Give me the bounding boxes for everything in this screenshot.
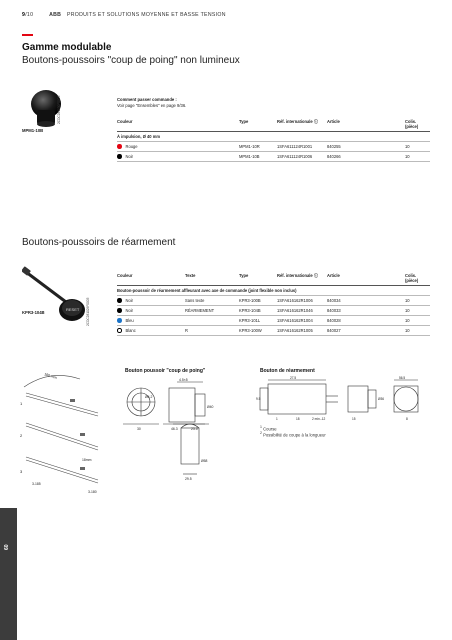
- color-swatch-red: [117, 144, 122, 149]
- table-row: [117, 142, 430, 152]
- cell-ref: 1SFA616162R1005: [277, 326, 327, 336]
- cell-text: [185, 316, 239, 326]
- reset-label: RESET: [66, 307, 80, 312]
- color-swatch-black: [117, 154, 122, 159]
- table-row: [117, 152, 430, 162]
- dim-coup-2: Ø40: [207, 405, 214, 409]
- reset-button-image: [22, 266, 92, 326]
- dim-coup-3: 30: [137, 427, 141, 431]
- image-code-1: 2CDC281030F0005: [57, 95, 61, 124]
- cell-color: Noir: [125, 308, 134, 313]
- table-section-label: Bouton-poussoir de réarmement affleurant avec axe de commande (joint flexible non inclus): [117, 286, 430, 296]
- dim-coup-7: 29.5: [185, 477, 192, 481]
- cell-qty: 10: [405, 306, 430, 316]
- cell-ref: 1SFA616162R1046: [277, 306, 327, 316]
- cell-qty: 10: [405, 152, 430, 162]
- coup-de-poing-drawing: [113, 376, 233, 494]
- dim-rearm-7: 8: [406, 417, 408, 421]
- cell-color: Noir: [125, 298, 134, 303]
- table-section-label: À impulsion, Ø 40 mm: [117, 132, 430, 142]
- image-code-2: 2CDC281029F0005: [86, 297, 90, 326]
- table-row: [117, 326, 430, 336]
- col-header-type: Type: [239, 272, 277, 286]
- dim-rearm-6: 15: [352, 417, 356, 421]
- side-page-number: 60: [4, 544, 10, 550]
- col-header-article: Article: [327, 272, 405, 286]
- rod-dim-3: 3-180: [88, 490, 97, 494]
- page-side-tab: [0, 508, 17, 640]
- cell-article: 840266: [327, 152, 405, 162]
- table-row: [117, 316, 430, 326]
- dim-coup-6: Ø58: [201, 459, 208, 463]
- cell-type: MPM1-10B: [239, 152, 277, 162]
- cell-ref: 1SFA616162R1004: [277, 316, 327, 326]
- rod-dim-1: 18mm: [82, 458, 92, 462]
- section-heading-1: Boutons-poussoirs "coup de poing" non lumineux: [22, 55, 240, 66]
- rod-label-3: 3: [20, 469, 23, 474]
- dim-coup-4: 46.3: [171, 427, 178, 431]
- legend-item: [260, 431, 326, 437]
- drawing-title-rearm: Bouton de réarmement: [260, 368, 315, 374]
- page-header: [22, 12, 226, 18]
- rod-dim-2: 3-185: [32, 482, 41, 486]
- cell-color: Rouge: [125, 144, 138, 149]
- page-total: /10: [25, 12, 34, 18]
- color-swatch-black: [117, 298, 122, 303]
- dim-rearm-8: 2 min.-12: [312, 417, 326, 421]
- cell-color: Bleu: [125, 318, 134, 323]
- dim-rearm-3: Ø36: [378, 397, 385, 401]
- product-label-2: KPR3-104B: [22, 310, 45, 315]
- col-header-color: Couleur: [117, 272, 185, 286]
- howto-text: Voir page "Ensembles" en page 9/36.: [117, 103, 187, 108]
- dim-rearm-0: 27.5: [290, 376, 297, 380]
- cell-qty: 10: [405, 296, 430, 306]
- cell-type: KPR3-101L: [239, 316, 277, 326]
- cell-color: Blanc: [125, 328, 136, 333]
- cell-ref: 1SFA611124R1001: [277, 142, 327, 152]
- product-label-1: MPM1-10B: [22, 128, 44, 133]
- col-header-ref: Réf. internationale ⓘ: [277, 272, 327, 286]
- reset-button-drawing: [256, 376, 426, 422]
- color-swatch-white: [117, 328, 122, 333]
- col-header-qty: Colis. (pièce): [405, 272, 430, 286]
- col-header-text: Texte: [185, 272, 239, 286]
- cell-ref: 1SFA616162R1006: [277, 296, 327, 306]
- dim-coup-0: 4.5×5: [179, 378, 188, 382]
- table-row: [117, 306, 430, 316]
- color-swatch-blue: [117, 318, 122, 323]
- col-header-color: Couleur: [117, 118, 239, 132]
- rod-label-1: 1: [20, 401, 23, 406]
- cell-qty: 10: [405, 142, 430, 152]
- legend-num: 2: [260, 431, 262, 435]
- table-row: [117, 296, 430, 306]
- rod-label-2: 2: [20, 433, 23, 438]
- legend-text: Course: [263, 426, 277, 432]
- cell-color: Noir: [125, 154, 134, 159]
- drawing-title-coup: Bouton poussoir "coup de poing": [125, 368, 206, 374]
- dim-coup-1: Ø4.2: [145, 395, 153, 399]
- section-heading-2: Boutons-poussoirs de réarmement: [22, 237, 176, 248]
- cell-qty: 10: [405, 316, 430, 326]
- cell-text: R: [185, 326, 239, 336]
- cell-type: KPR3-100B: [239, 296, 277, 306]
- dim-rearm-2: 9.5: [256, 397, 261, 401]
- cell-type: KPR3-104B: [239, 306, 277, 316]
- color-swatch-black: [117, 308, 122, 313]
- col-header-qty: Colis. (pièce): [405, 118, 430, 132]
- cell-article: 840028: [327, 316, 405, 326]
- col-header-ref: Réf. internationale ⓘ: [277, 118, 327, 132]
- cell-ref: 1SFA611124R1006: [277, 152, 327, 162]
- product-table-2: [117, 272, 430, 336]
- cell-text: Sans texte: [185, 296, 239, 306]
- rod-angle-label: 180 mm: [43, 372, 58, 380]
- product-table-1: [117, 118, 430, 162]
- col-header-article: Article: [327, 118, 405, 132]
- legend-num: 1: [260, 425, 262, 429]
- cell-type: KPR3-100W: [239, 326, 277, 336]
- legend-text: Possibilité de coupe à la longueur: [263, 432, 326, 438]
- cell-type: MPM1-10R: [239, 142, 277, 152]
- page-title: Gamme modulable: [22, 42, 112, 53]
- cell-qty: 10: [405, 326, 430, 336]
- accent-bar: [22, 34, 33, 36]
- howto-title: Comment passer commande :: [117, 97, 177, 102]
- section-title: PRODUITS ET SOLUTIONS MOYENNE ET BASSE TENSION: [66, 12, 226, 18]
- cell-article: 840033: [327, 306, 405, 316]
- dim-coup-5: 23.5: [191, 427, 198, 431]
- cell-article: 840027: [327, 326, 405, 336]
- cell-article: 840255: [327, 142, 405, 152]
- dim-rearm-1: 56.5: [399, 376, 406, 380]
- page-number: 9: [22, 12, 26, 18]
- dim-rearm-5: 18: [296, 417, 300, 421]
- col-header-type: Type: [239, 118, 277, 132]
- mushroom-button-image: [26, 86, 68, 128]
- control-rod-drawing: [20, 365, 112, 500]
- brand-name: ABB: [49, 12, 62, 18]
- cell-text: RÉARMEMENT: [185, 306, 239, 316]
- dim-rearm-4: 1: [276, 417, 278, 421]
- cell-article: 840034: [327, 296, 405, 306]
